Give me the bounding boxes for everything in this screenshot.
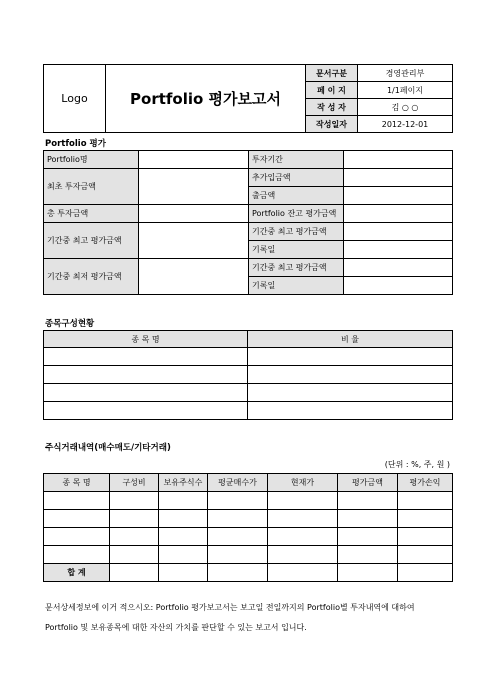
- label-additional-deposit: 추가입금액: [249, 169, 344, 187]
- value-record-date-1: [344, 241, 453, 259]
- composition-table: [43, 330, 453, 420]
- trade-cell: [268, 546, 338, 564]
- trades-header-ratio: 구성비: [110, 474, 159, 492]
- value-max-eval-right-2: [344, 259, 453, 277]
- trade-cell: [338, 528, 398, 546]
- header-table: [43, 64, 453, 133]
- trade-cell: [208, 492, 268, 510]
- trade-cell: [44, 546, 110, 564]
- trades-table: [43, 473, 453, 582]
- trade-cell: [398, 528, 453, 546]
- trade-cell: [338, 546, 398, 564]
- composition-cell: [44, 402, 248, 420]
- trades-total-label: 합 계: [44, 564, 110, 582]
- trades-header-eval-amount: 평가금액: [338, 474, 398, 492]
- label-min-eval: 기간중 최저 평가금액: [44, 259, 139, 295]
- composition-cell: [248, 402, 453, 420]
- meta-value-page: 1/1페이지: [358, 82, 453, 99]
- unit-note: (단위 : %, 주, 원 ): [384, 460, 450, 469]
- trade-cell: [159, 528, 208, 546]
- trade-total-cell: [159, 564, 208, 582]
- value-additional-deposit: [344, 169, 453, 187]
- meta-label-page: 페 이 지: [306, 82, 358, 99]
- label-max-eval-right-2: 기간중 최고 평가금액: [249, 259, 344, 277]
- trade-cell: [398, 492, 453, 510]
- value-total-investment: [139, 205, 249, 223]
- meta-label-division: 문서구분: [306, 65, 358, 82]
- logo: Logo: [44, 65, 106, 133]
- trade-cell: [110, 492, 159, 510]
- composition-cell: [248, 366, 453, 384]
- composition-cell: [248, 348, 453, 366]
- value-max-eval: [139, 223, 249, 259]
- composition-cell: [44, 366, 248, 384]
- value-balance-eval: [344, 205, 453, 223]
- label-record-date-1: 기록일: [249, 241, 344, 259]
- trades-header-avg-price: 평균매수가: [208, 474, 268, 492]
- trade-cell: [398, 510, 453, 528]
- label-record-date-2: 기록일: [249, 277, 344, 295]
- footer-line-1: 문서상세정보에 이거 적으시오: Portfolio 평가보고서는 보고일 전일까지의 Portfolio별 투자내역에 대하여: [45, 603, 415, 612]
- label-total-investment: 총 투자금액: [44, 205, 139, 223]
- trade-total-cell: [268, 564, 338, 582]
- meta-value-author: 김 ○ ○: [358, 99, 453, 116]
- trade-cell: [398, 546, 453, 564]
- trade-cell: [159, 546, 208, 564]
- trade-cell: [159, 510, 208, 528]
- trade-cell: [44, 492, 110, 510]
- value-withdrawal: [344, 187, 453, 205]
- trade-cell: [110, 510, 159, 528]
- trade-cell: [44, 510, 110, 528]
- trade-cell: [208, 510, 268, 528]
- meta-label-author: 작 성 자: [306, 99, 358, 116]
- label-period: 투자기간: [249, 151, 344, 169]
- trade-cell: [208, 528, 268, 546]
- trade-cell: [44, 528, 110, 546]
- label-balance-eval: Portfolio 잔고 평가금액: [249, 205, 344, 223]
- value-record-date-2: [344, 277, 453, 295]
- value-initial-amount: [139, 169, 249, 205]
- composition-cell: [44, 384, 248, 402]
- trade-total-cell: [110, 564, 159, 582]
- composition-cell: [44, 348, 248, 366]
- trade-total-cell: [208, 564, 268, 582]
- trade-cell: [338, 510, 398, 528]
- trade-total-cell: [398, 564, 453, 582]
- value-max-eval-right: [344, 223, 453, 241]
- trades-header-eval-pnl: 평가손익: [398, 474, 453, 492]
- meta-value-division: 경영관리부: [358, 65, 453, 82]
- composition-section-title: 종목구성현황: [45, 319, 95, 329]
- value-period: [344, 151, 453, 169]
- label-max-eval: 기간중 최고 평가금액: [44, 223, 139, 259]
- trade-cell: [110, 528, 159, 546]
- trades-section-title: 주식거래내역(매수매도/기타거래): [45, 443, 171, 453]
- document-title: Portfolio 평가보고서: [106, 65, 306, 133]
- value-min-eval: [139, 259, 249, 295]
- value-portfolio-name: [139, 151, 249, 169]
- label-initial-amount: 최초 투자금액: [44, 169, 139, 205]
- trades-header-name: 종 목 명: [44, 474, 110, 492]
- composition-header-ratio: 비 율: [248, 331, 453, 348]
- meta-value-date: 2012-12-01: [358, 116, 453, 133]
- label-portfolio-name: Portfolio명: [44, 151, 139, 169]
- meta-label-date: 작성일자: [306, 116, 358, 133]
- trade-cell: [268, 528, 338, 546]
- trades-header-shares: 보유주식수: [159, 474, 208, 492]
- composition-header-name: 종 목 명: [44, 331, 248, 348]
- label-max-eval-right: 기간중 최고 평가금액: [249, 223, 344, 241]
- trades-header-current-price: 현재가: [268, 474, 338, 492]
- composition-cell: [248, 384, 453, 402]
- portfolio-table: [43, 150, 453, 295]
- trade-cell: [268, 492, 338, 510]
- trade-total-cell: [338, 564, 398, 582]
- trade-cell: [110, 546, 159, 564]
- portfolio-section-title: Portfolio 평가: [45, 139, 106, 149]
- trade-cell: [159, 492, 208, 510]
- trade-cell: [338, 492, 398, 510]
- footer-line-2: Portfolio 및 보유종목에 대한 자산의 가치를 판단할 수 있는 보고서 입니다.: [45, 623, 307, 632]
- trade-cell: [208, 546, 268, 564]
- label-withdrawal: 출금액: [249, 187, 344, 205]
- trade-cell: [268, 510, 338, 528]
